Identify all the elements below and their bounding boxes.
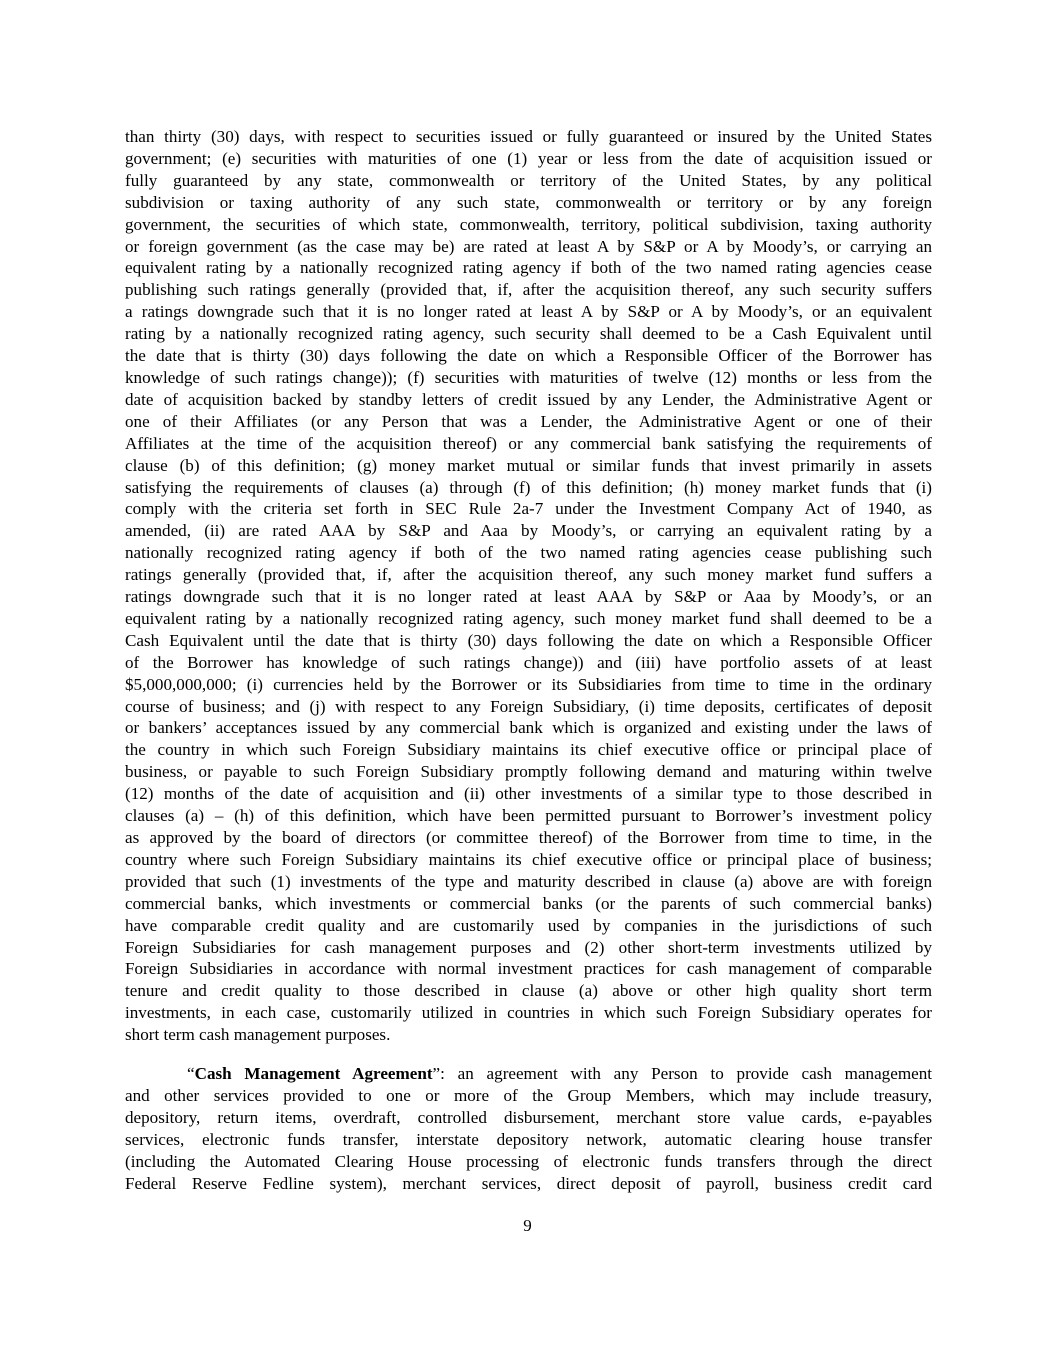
text-line: than thirty (30) days, with respect to securities issued or fully guaranteed or insured by the United States xyxy=(125,127,932,146)
text-line: equivalent rating by a nationally recognized rating agency, such money market fund shall deemed to be a xyxy=(125,608,932,628)
text-line: amended, (ii) are rated AAA by S&P and Aaa by Moody’s, or carrying an equivalent rating by a xyxy=(125,521,932,541)
text-line: subdivision or taxing authority of any such state, commonwealth or territory or by any foreign xyxy=(125,192,932,212)
text-line: ratings generally (provided that, if, after the acquisition thereof, any such money market fund suffers a xyxy=(125,565,932,585)
text-line: the country in which such Foreign Subsidiary maintains its chief executive office or principal place of xyxy=(125,740,932,760)
text-line: publishing such ratings generally (provided that, if, after the acquisition thereof, any such security suffers xyxy=(125,280,932,300)
text-line: the date that is thirty (30) days following the date on which a Responsible Officer of the Borrower has xyxy=(125,346,932,366)
text-line: country where such Foreign Subsidiary maintains its chief executive office or principal place of business; xyxy=(125,849,932,869)
paragraph-cash-management-agreement xyxy=(125,1063,932,1194)
text-line: satisfying the requirements of clauses (a) through (f) of this definition; (h) money market funds that (i) xyxy=(125,477,932,497)
text-line: of the Borrower has knowledge of such ratings change)) and (iii) have portfolio assets of at least xyxy=(125,652,932,672)
text-line: equivalent rating by a nationally recognized rating agency if both of the two named rating agencies cease xyxy=(125,258,932,278)
text-line: government, the securities of which state, commonwealth, territory, political subdivision, taxing authority xyxy=(125,214,932,234)
text-line: clauses (a) – (h) of this definition, which have been permitted pursuant to Borrower’s investment policy xyxy=(125,806,932,826)
text-line: (12) months of the date of acquisition and (ii) other investments of a similar type to those described in xyxy=(125,784,932,804)
text-line: government; (e) securities with maturities of one (1) year or less from the date of acquisition issued or xyxy=(125,148,932,168)
text-line: date of acquisition backed by standby letters of credit issued by any Lender, the Administrative Agent or xyxy=(125,389,932,409)
text-line: (including the Automated Clearing House processing of electronic funds transfers through the direct xyxy=(125,1151,932,1171)
text-line: and other services provided to one or more of the Group Members, which may include treasury, xyxy=(125,1085,932,1105)
text-line: $5,000,000,000; (i) currencies held by the Borrower or its Subsidiaries from time to time in the ordinary xyxy=(125,674,932,694)
open-quote: “ xyxy=(187,1064,195,1083)
text-line: Cash Equivalent until the date that is thirty (30) days following the date on which a Responsible Officer xyxy=(125,630,932,650)
text-line: investments, in each case, customarily utilized in countries in which such Foreign Subsidiary operates for xyxy=(125,1003,932,1023)
page-number: 9 xyxy=(523,1216,532,1235)
text-line: Federal Reserve Fedline system), merchant services, direct deposit of payroll, business credit card xyxy=(125,1173,932,1193)
text-line: nationally recognized rating agency if both of the two named rating agencies cease publishing such xyxy=(125,543,932,563)
text-line: fully guaranteed by any state, commonwealth or territory of the United States, by any political xyxy=(125,170,932,190)
text-line: or bankers’ acceptances issued by any commercial bank which is organized and existing under the laws of xyxy=(125,718,932,738)
text-line: Affiliates at the time of the acquisition thereof) or any commercial bank satisfying the requirements of xyxy=(125,433,932,453)
text-line: knowledge of such ratings change)); (f) securities with maturities of twelve (12) months or less from the xyxy=(125,367,932,387)
paragraph-cash-equivalents-continued xyxy=(125,126,932,1046)
text-line: as approved by the board of directors (or committee thereof) of the Borrower from time to time, in the xyxy=(125,828,932,847)
text-line: one of their Affiliates (or any Person that was a Lender, the Administrative Agent or one of their xyxy=(125,411,932,431)
text-line: services, electronic funds transfer, interstate depository network, automatic clearing house transfer xyxy=(125,1129,932,1149)
text-line: depository, return items, overdraft, controlled disbursement, merchant store value cards, e-payables xyxy=(125,1107,932,1127)
text-line: Foreign Subsidiaries for cash management purposes and (2) other short-term investments utilized by xyxy=(125,937,932,957)
text-line: Foreign Subsidiaries in accordance with normal investment practices for cash management of comparable xyxy=(125,959,932,979)
text-line: clause (b) of this definition; (g) money market mutual or similar funds that invest primarily in assets xyxy=(125,455,932,475)
paragraph-first-line xyxy=(125,1063,932,1085)
text-line: or foreign government (as the case may be) are rated at least A by S&P or A by Moody’s, or carrying an xyxy=(125,236,932,256)
text-line: commercial banks, which investments or commercial banks (or the parents of such commercial banks) xyxy=(125,893,932,913)
text-line: rating by a nationally recognized rating agency, such security shall deemed to be a Cash Equivalent until xyxy=(125,324,932,344)
first-line-rest: ”: an agreement with any Person to provide cash management xyxy=(432,1064,932,1083)
text-line: comply with the criteria set forth in SEC Rule 2a-7 under the Investment Company Act of 1940, as xyxy=(125,499,932,519)
text-line: tenure and credit quality to those described in clause (a) above or other high quality short term xyxy=(125,981,932,1001)
text-line: provided that such (1) investments of the type and maturity described in clause (a) above are with foreign xyxy=(125,871,932,891)
text-line: short term cash management purposes. xyxy=(125,1025,391,1045)
text-line: course of business; and (j) with respect to any Foreign Subsidiary, (i) time deposits, certificates of deposit xyxy=(125,696,932,716)
text-line: ratings downgrade such that it is no longer rated at least AAA by S&P or Aaa by Moody’s, or an xyxy=(125,587,932,607)
text-line: business, or payable to such Foreign Subsidiary promptly following demand and maturing within twelve xyxy=(125,762,932,782)
text-line: have comparable credit quality and are customarily used by companies in the jurisdictions of such xyxy=(125,915,932,935)
text-line: a ratings downgrade such that it is no longer rated at least A by S&P or A by Moody’s, or an equivalent xyxy=(125,302,932,322)
defined-term: Cash Management Agreement xyxy=(194,1064,433,1083)
